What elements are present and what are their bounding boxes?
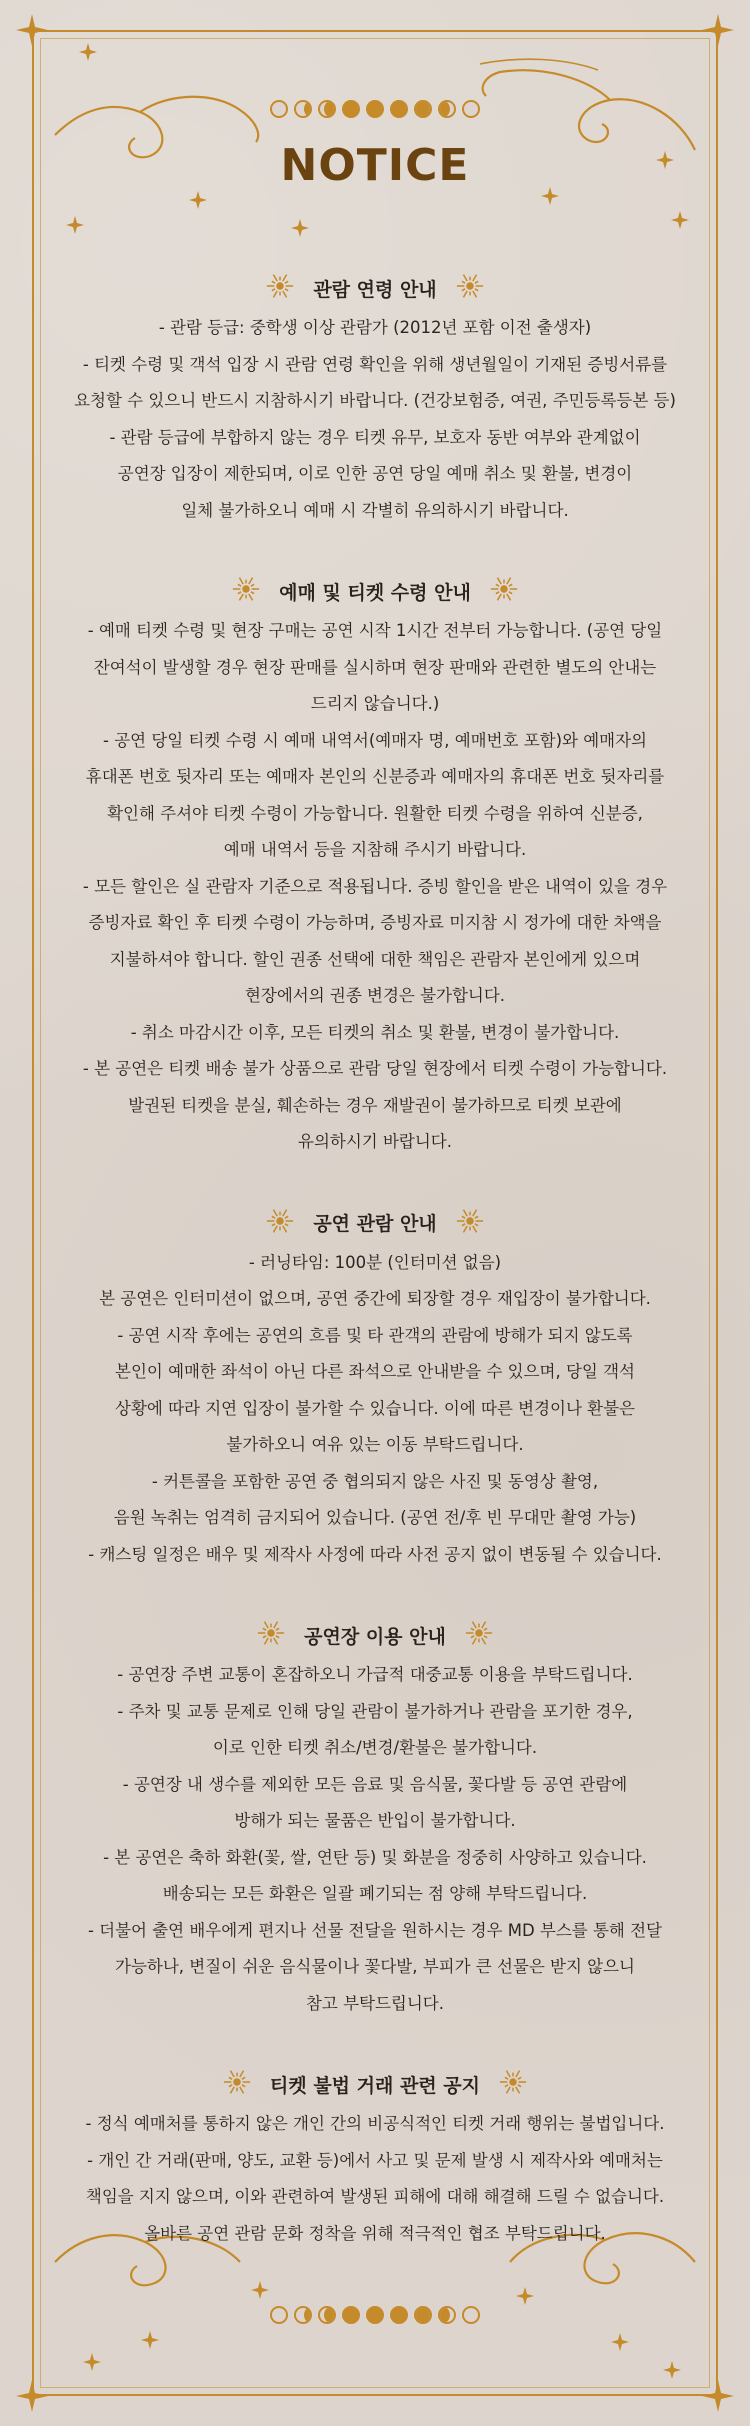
- sun-icon: [498, 2067, 528, 2101]
- sparkle-icon-top-right: [702, 14, 734, 46]
- notice-line: - 정식 예매처를 통하지 않은 개인 간의 비공식적인 티켓 거래 행위는 불법입니다.: [85, 2114, 665, 2133]
- moon-phase-icon: [294, 2306, 312, 2324]
- section-heading: [40, 270, 710, 306]
- sun-icon: [455, 271, 485, 305]
- notice-line: 지불하셔야 합니다. 할인 권종 선택에 대한 책임은 관람자 본인에게 있으며: [109, 949, 641, 969]
- moon-phase-icon: [414, 2306, 432, 2324]
- section-heading: [40, 1205, 710, 1241]
- notice-line: - 티켓 수령 및 객석 입장 시 관람 연령 확인을 위해 생년월일이 기재된 증빙서류를: [82, 354, 668, 374]
- section-heading: [40, 1617, 710, 1653]
- notice-section: [40, 1617, 710, 2022]
- notice-line: 드리지 않습니다.): [310, 694, 440, 713]
- notice-line: 참고 부탁드립니다.: [305, 1993, 444, 2013]
- moon-phase-icon: [270, 2306, 288, 2324]
- moon-phase-icon: [438, 2306, 456, 2324]
- notice-line: 불가하오니 여유 있는 이동 부탁드립니다.: [226, 1435, 524, 1454]
- notice-line: - 관람 등급: 중학생 이상 관람가 (2012년 포함 이전 출생자): [158, 318, 592, 337]
- moon-phase-icon: [414, 100, 432, 118]
- sparkle-icon-bottom-left: [16, 2380, 48, 2412]
- notice-line: - 개인 간 거래(판매, 양도, 교환 등)에서 사고 및 문제 발생 시 제작사와 예매처는: [87, 2150, 663, 2170]
- moon-phase-icon: [342, 2306, 360, 2324]
- notice-line: - 모든 할인은 실 관람자 기준으로 적용됩니다. 증빙 할인을 받은 내역이 있을 경우: [82, 876, 668, 896]
- swirl-top-right-b: [480, 59, 598, 70]
- sun-icon: [455, 1206, 485, 1240]
- moon-phases-top: [0, 100, 750, 118]
- notice-line: 올바른 공연 관람 문화 정착을 위해 적극적인 협조 부탁드립니다.: [144, 2223, 606, 2243]
- sparkle-icon-bottom-right: [702, 2380, 734, 2412]
- notice-content: [40, 270, 710, 2296]
- notice-line: 유의하시기 바랍니다.: [298, 1132, 452, 1151]
- moon-phase-icon: [366, 100, 384, 118]
- notice-section: [40, 1205, 710, 1574]
- notice-line: - 취소 마감시간 이후, 모든 티켓의 취소 및 환불, 변경이 불가합니다.: [130, 1022, 620, 1042]
- notice-section: [40, 573, 710, 1161]
- moon-phase-icon: [342, 100, 360, 118]
- notice-line: 잔여석이 발생할 경우 현장 판매를 실시하며 현장 판매와 관련한 별도의 안내는: [93, 657, 657, 677]
- notice-line: 발권된 티켓을 분실, 훼손하는 경우 재발권이 불가하므로 티켓 보관에: [128, 1095, 622, 1115]
- moon-phase-icon: [318, 2306, 336, 2324]
- notice-line: 가능하나, 변질이 쉬운 음식물이나 꽃다발, 부피가 큰 선물은 받지 않으니: [115, 1957, 635, 1976]
- moon-phase-icon: [294, 100, 312, 118]
- notice-line: 상황에 따라 지연 입장이 불가할 수 있습니다. 이에 따른 변경이나 환불은: [115, 1398, 635, 1418]
- notice-line: 예매 내역서 등을 지참해 주시기 바랍니다.: [223, 840, 527, 859]
- notice-line: 방해가 되는 물품은 반입이 불가합니다.: [234, 1811, 516, 1830]
- moon-phase-icon: [318, 100, 336, 118]
- moon-phase-icon: [462, 2306, 480, 2324]
- page-title: NOTICE: [280, 140, 470, 191]
- notice-line: 배송되는 모든 화환은 일괄 폐기되는 점 양해 부탁드립니다.: [162, 1884, 588, 1903]
- sun-icon: [265, 271, 295, 305]
- notice-line: - 더불어 출연 배우에게 편지나 선물 전달을 원하시는 경우 MD 부스를 통해 전달: [87, 1920, 662, 1940]
- section-title: 관람 연령 안내: [313, 278, 437, 301]
- notice-line: - 공연 시작 후에는 공연의 흐름 및 타 관객의 관람에 방해가 되지 않도록: [117, 1325, 633, 1345]
- section-heading: [40, 2066, 710, 2102]
- notice-line: 본인이 예매한 좌석이 아닌 다른 좌석으로 안내받을 수 있으며, 당일 객석: [115, 1362, 635, 1381]
- notice-line: - 캐스팅 일정은 배우 및 제작사 사정에 따라 사전 공지 없이 변동될 수 있습니다.: [88, 1544, 662, 1564]
- notice-line: 음원 녹취는 엄격히 금지되어 있습니다. (공연 전/후 빈 무대만 촬영 가능): [113, 1508, 637, 1527]
- moon-phase-icon: [390, 100, 408, 118]
- notice-line: 이로 인한 티켓 취소/변경/환불은 불가합니다.: [212, 1738, 538, 1757]
- moon-phase-icon: [462, 100, 480, 118]
- notice-line: - 공연장 내 생수를 제외한 모든 음료 및 음식물, 꽃다발 등 공연 관람에: [122, 1774, 628, 1794]
- notice-line: 공연장 입장이 제한되며, 이로 인한 공연 당일 예매 취소 및 환불, 변경이: [117, 464, 633, 483]
- notice-line: 일체 불가하오니 예매 시 각별히 유의하시기 바랍니다.: [181, 500, 569, 520]
- notice-line: - 공연 당일 티켓 수령 시 예매 내역서(예매자 명, 예매번호 포함)와 예매자의: [103, 730, 647, 750]
- notice-section: [40, 270, 710, 529]
- section-heading: [40, 573, 710, 609]
- notice-section: [40, 2066, 710, 2252]
- moon-phase-icon: [366, 2306, 384, 2324]
- sun-icon: [231, 574, 261, 608]
- notice-line: 현장에서의 권종 변경은 불가합니다.: [244, 986, 506, 1005]
- moon-phases-bottom: [0, 2306, 750, 2324]
- sparkle-icon-top-left: [16, 14, 48, 46]
- notice-line: 증빙자료 확인 후 티켓 수령이 가능하며, 증빙자료 미지참 시 정가에 대한 차액을: [88, 913, 662, 932]
- notice-line: - 예매 티켓 수령 및 현장 구매는 공연 시작 1시간 전부터 가능합니다. (공연 당일: [87, 621, 663, 640]
- notice-line: - 주차 및 교통 문제로 인해 당일 관람이 불가하거나 관람을 포기한 경우,: [117, 1701, 633, 1721]
- moon-phase-icon: [390, 2306, 408, 2324]
- sun-icon: [222, 2067, 252, 2101]
- notice-line: - 본 공연은 티켓 배송 불가 상품으로 관람 당일 현장에서 티켓 수령이 가능합니다.: [82, 1059, 668, 1078]
- sun-icon: [256, 1618, 286, 1652]
- moon-phase-icon: [270, 100, 288, 118]
- notice-line: - 공연장 주변 교통이 혼잡하오니 가급적 대중교통 이용을 부탁드립니다.: [117, 1665, 633, 1684]
- notice-line: - 커튼콜을 포함한 공연 중 협의되지 않은 사진 및 동영상 촬영,: [151, 1471, 599, 1491]
- sun-icon: [489, 574, 519, 608]
- section-title: 예매 및 티켓 수령 안내: [279, 581, 471, 604]
- notice-line: 요청할 수 있으니 반드시 지참하시기 바랍니다. (건강보험증, 여권, 주민등록등본 등): [74, 391, 676, 410]
- notice-line: 휴대폰 번호 뒷자리 또는 예매자 본인의 신분증과 예매자의 휴대폰 번호 뒷자리를: [85, 767, 665, 786]
- sun-icon: [464, 1618, 494, 1652]
- notice-line: 본 공연은 인터미션이 없으며, 공연 중간에 퇴장할 경우 재입장이 불가합니다.: [99, 1289, 651, 1308]
- section-title: 공연 관람 안내: [313, 1213, 437, 1235]
- notice-line: - 러닝타임: 100분 (인터미션 없음): [248, 1252, 502, 1272]
- section-title: 티켓 불법 거래 관련 공지: [270, 2074, 480, 2097]
- sun-icon: [265, 1206, 295, 1240]
- notice-line: - 본 공연은 축하 화환(꽃, 쌀, 연탄 등) 및 화분을 정중히 사양하고 있습니다.: [103, 1847, 647, 1867]
- notice-line: 확인해 주셔야 티켓 수령이 가능합니다. 원활한 티켓 수령을 위하여 신분증,: [107, 803, 643, 823]
- moon-phase-icon: [438, 100, 456, 118]
- section-title: 공연장 이용 안내: [304, 1625, 446, 1648]
- notice-line: 책임을 지지 않으며, 이와 관련하여 발생된 피해에 대해 해결해 드릴 수 없습니다.: [85, 2187, 665, 2206]
- notice-line: - 관람 등급에 부합하지 않는 경우 티켓 유무, 보호자 동반 여부와 관계없이: [109, 427, 641, 447]
